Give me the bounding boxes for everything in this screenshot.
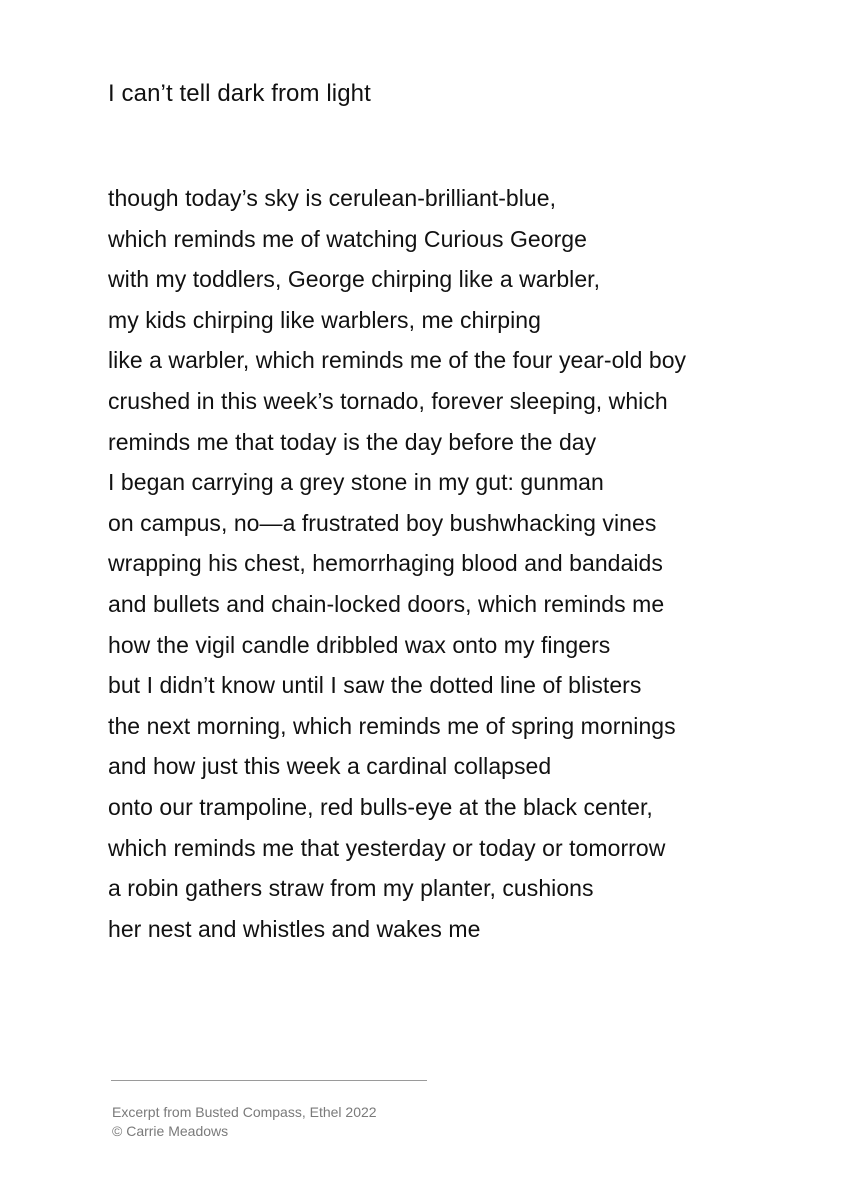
poem-line: my kids chirping like warblers, me chirping (108, 306, 541, 333)
poem-line: her nest and whistles and wakes me (108, 915, 481, 942)
poem-line: like a warbler, which reminds me of the four year-old boy (108, 347, 687, 374)
poem-line: which reminds me of watching Curious George (108, 225, 587, 252)
poem-line: I began carrying a grey stone in my gut: gunman (108, 469, 604, 496)
poem-line: wrapping his chest, hemorrhaging blood and bandaids (108, 550, 663, 577)
poem-line: onto our trampoline, red bulls-eye at the black center, (108, 793, 653, 820)
footer-divider (111, 1080, 427, 1081)
poem-line: reminds me that today is the day before the day (108, 428, 597, 455)
footer-notes (112, 1103, 377, 1141)
poem-body (108, 178, 686, 949)
poem-line: which reminds me that yesterday or today or tomorrow (108, 834, 666, 861)
poem-line: the next morning, which reminds me of spring mornings (108, 712, 676, 739)
poem-line: and bullets and chain-locked doors, which reminds me (108, 590, 665, 617)
poem-line: and how just this week a cardinal collapsed (108, 753, 552, 780)
poem-line: but I didn’t know until I saw the dotted line of blisters (108, 672, 642, 699)
poem-line: how the vigil candle dribbled wax onto my fingers (108, 631, 611, 658)
poem-title: I can’t tell dark from light (108, 80, 371, 107)
poem-line: a robin gathers straw from my planter, cushions (108, 875, 594, 902)
poem-line: with my toddlers, George chirping like a warbler, (108, 266, 601, 293)
copyright-notice: © Carrie Meadows (112, 1123, 229, 1139)
poem-line: though today’s sky is cerulean-brilliant-blue, (108, 185, 557, 211)
poem-line: crushed in this week’s tornado, forever sleeping, which (108, 387, 668, 414)
source-citation: Excerpt from Busted Compass, Ethel 2022 (112, 1104, 377, 1120)
poem-line: on campus, no—a frustrated boy bushwhacking vines (108, 509, 657, 536)
